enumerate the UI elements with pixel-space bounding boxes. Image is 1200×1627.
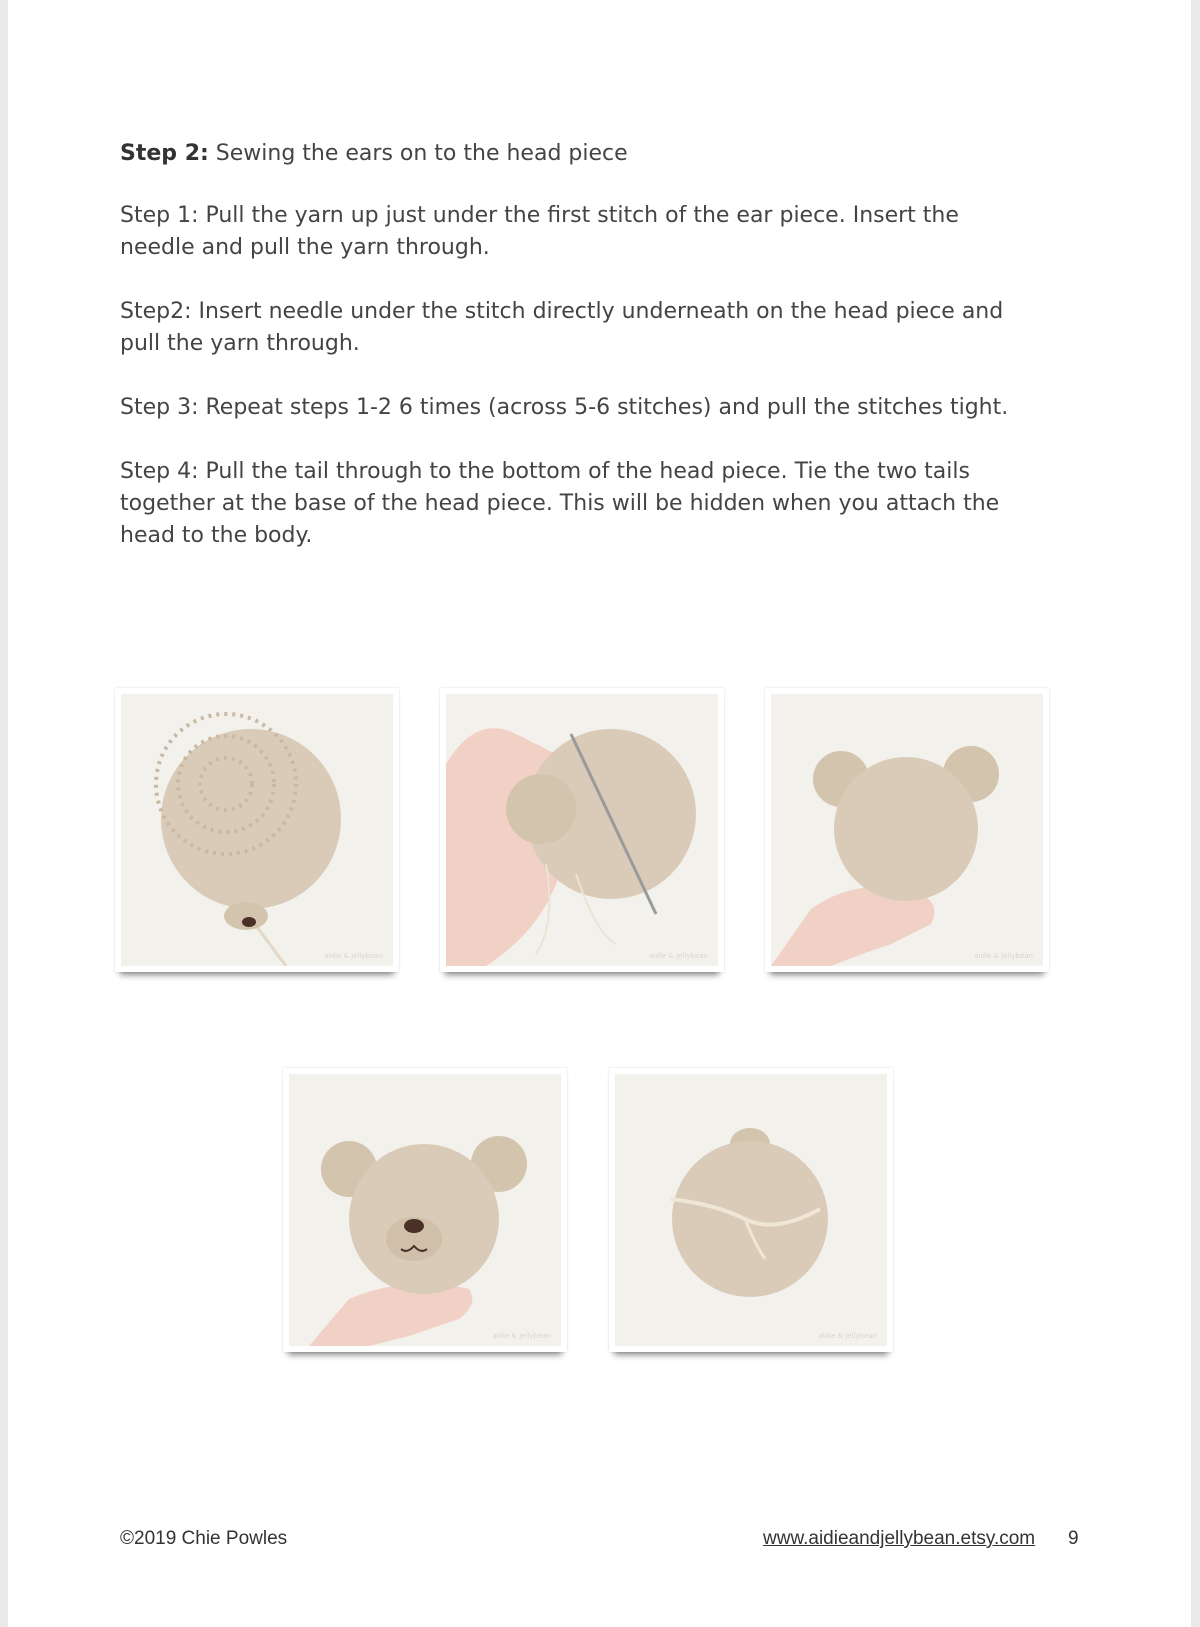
- photo-watermark: aidie & jellybean: [324, 952, 383, 960]
- page-number: 9: [1068, 1528, 1079, 1549]
- photo-sewing-ear: [440, 688, 724, 972]
- instruction-step-1: [120, 200, 1040, 264]
- step-4-text: Step 4: Pull the tail through to the bottom of the head piece. Tie the two tails together at the base of the head piece. This will be hidden when you attach the head to the body.: [120, 459, 1000, 548]
- footer-website-link[interactable]: www.aidieandjellybean.etsy.com: [763, 1528, 1036, 1549]
- crochet-head-illustration: [121, 694, 393, 966]
- instruction-step-2: [120, 296, 1040, 360]
- tied-tails-illustration: [615, 1074, 887, 1346]
- photo-watermark: aidie & jellybean: [492, 1332, 551, 1340]
- sewing-with-needle-illustration: [446, 694, 718, 966]
- photo-head-with-ears-back: [765, 688, 1049, 972]
- instruction-step-3: [120, 392, 1040, 424]
- footer-copyright: ©2019 Chie Powles: [120, 1528, 288, 1549]
- photo-watermark: aidie & jellybean: [818, 1332, 877, 1340]
- instruction-step-4: [120, 456, 1040, 552]
- step-2-text: Step2: Insert needle under the stitch directly underneath on the head piece and pull the yarn through.: [120, 299, 1004, 356]
- bear-face-illustration: [289, 1074, 561, 1346]
- step-1-text: Step 1: Pull the yarn up just under the first stitch of the ear piece. Insert the needle and pull the yarn through.: [120, 203, 959, 260]
- photo-tied-tails-bottom: [609, 1068, 893, 1352]
- heading-text: Sewing the ears on to the head piece: [208, 141, 628, 166]
- photo-watermark: aidie & jellybean: [649, 952, 708, 960]
- photo-bear-face-front: [283, 1068, 567, 1352]
- photo-watermark: aidie & jellybean: [974, 952, 1033, 960]
- heading-label: Step 2:: [120, 141, 209, 166]
- document-page: [8, 0, 1191, 1627]
- section-heading: [120, 138, 1040, 170]
- photo-head-bottom-view: [115, 688, 399, 972]
- head-with-ears-illustration: [771, 694, 1043, 966]
- step-3-text: Step 3: Repeat steps 1-2 6 times (across 5-6 stitches) and pull the stitches tight.: [120, 395, 1009, 420]
